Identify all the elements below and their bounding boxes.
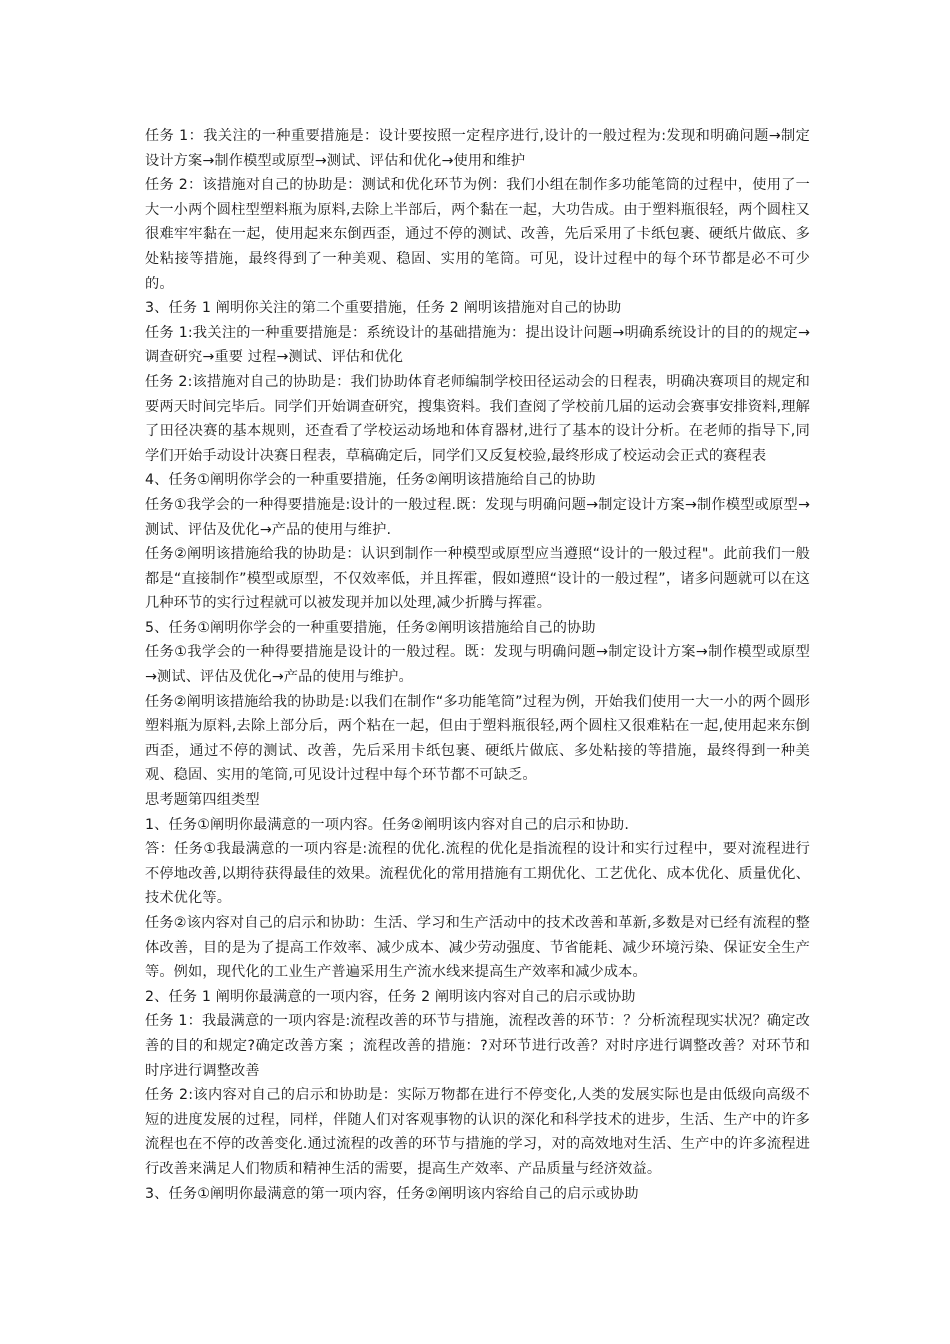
paragraph: 任务 1：我关注的一种重要措施是：设计要按照一定程序进行,设计的一般过程为:发现和明确问题→制定设计方案→制作模型或原型→测试、评估和优化→使用和维护 (145, 128, 810, 169)
paragraph: 任务 1：我最满意的一项内容是:流程改善的环节与措施，流程改善的环节：？分析流程现实状况？确定改善的目的和规定?确定改善方案 ；流程改善的措施：?对环节进行改善？对时序进行调整改善？对环节和时序进行调整改善 (145, 1013, 810, 1079)
paragraph: 答：任务①我最满意的一项内容是:流程的优化.流程的优化是指流程的设计和实行过程中，要对流程进行不停地改善,以期待获得最佳的效果。流程优化的常用措施有工期优化、工艺优化、成本优化、质量优化、技术优化等。 (145, 841, 810, 907)
paragraph: 任务②阐明该措施给我的协助是：认识到制作一种模型或原型应当遵照“设计的一般过程"。此前我们一般都是“直接制作”模型或原型，不仅效率低，并且挥霍，假如遵照“设计的一般过程”，诸多问题就可以在这几种环节的实行过程就可以被发现并加以处理,减少折腾与挥霍。 (145, 546, 810, 612)
paragraph: 任务①我学会的一种得要措施是设计的一般过程。既：发现与明确问题→制定设计方案→制作模型或原型→测试、评估及优化→产品的使用与维护。 (145, 644, 810, 686)
paragraph: 任务②阐明该措施给我的协助是:以我们在制作“多功能笔筒”过程为例，开始我们使用一大一小的两个圆形塑料瓶为原料,去除上部分后，两个粘在一起，但由于塑料瓶很轻,两个圆柱又很难粘在一起,使用起来东倒西歪，通过不停的测试、改善，先后采用卡纸包裹、硬纸片做底、多处粘接的等措施，最终得到一种美观、稳固、实用的笔筒,可见设计过程中每个环节都不可缺乏。 (145, 693, 810, 784)
section-heading: 2、任务 1 阐明你最满意的一项内容，任务 2 阐明该内容对自己的启示或协助 (145, 988, 636, 1005)
section-heading: 3、任务①阐明你最满意的第一项内容，任务②阐明该内容给自己的启示或协助 (145, 1185, 639, 1202)
paragraph: 任务 2:该内容对自己的启示和协助是：实际万物都在进行不停变化,人类的发展实际也是由低级向高级不短的进度发展的过程，同样，伴随人们对客观事物的认识的深化和科学技术的进步，生活、生产中的许多流程也在不停的改善变化.通过流程的改善的环节与措施的学习，对的高效地对生活、生产中的许多流程进行改善来满足人们物质和精神生活的需要，提高生产效率、产品质量与经济效益。 (145, 1087, 810, 1177)
paragraph: 任务 2：该措施对自己的协助是：测试和优化环节为例：我们小组在制作多功能笔筒的过程中，使用了一大一小两个圆柱型塑料瓶为原料,去除上半部后，两个黏在一起，大功告成。由于塑料瓶很轻，两个圆柱又很难牢牢黏在一起，使用起来东倒西歪，通过不停的测试、改善，先后采用了卡纸包裹、硬纸片做底、多处粘接等措施，最终得到了一种美观、稳固、实用的笔筒。可见，设计过程中的每个环节都是必不可少的。 (145, 177, 810, 292)
section-heading: 4、任务①阐明你学会的一种重要措施，任务②阐明该措施给自己的协助 (145, 472, 596, 489)
section-heading: 1、任务①阐明你最满意的一项内容。任务②阐明该内容对自己的启示和协助. (145, 816, 630, 833)
paragraph: 任务①我学会的一种得要措施是:设计的一般过程.既：发现与明确问题→制定设计方案→制作模型或原型→测试、评估及优化→产品的使用与维护. (145, 496, 810, 538)
paragraph: 任务②该内容对自己的启示和协助：生活、学习和生产活动中的技术改善和革新,多数是对已经有流程的整体改善，目的是为了提高工作效率、减少成本、减少劳动强度、节省能耗、减少环境污染、保证安全生产等。例如，现代化的工业生产普遍采用生产流水线来提高生产效率和减少成本。 (145, 915, 810, 981)
paragraph: 任务 1:我关注的一种重要措施是：系统设计的基础措施为：提出设计问题→明确系统设计的目的的规定→调查研究→重要 过程→测试、评估和优化 (145, 324, 810, 366)
paragraph: 任务 2:该措施对自己的协助是：我们协助体育老师编制学校田径运动会的日程表，明确决赛项目的规定和要两天时间完毕后。同学们开始调查研究，搜集资料。我们查阅了学校前几届的运动会赛事安排资料,理解了田径决赛的基本规则，还查看了学校运动场地和体育器材,进行了基本的设计分析。在老师的指导下,同学们开始手动设计决赛日程表，草稿确定后，同学们又反复校验,最终形成了校运动会正式的赛程表 (145, 373, 810, 464)
group-title: 思考题第四组类型 (145, 792, 260, 809)
section-heading: 5、任务①阐明你学会的一种重要措施，任务②阐明该措施给自己的协助 (145, 619, 596, 636)
section-heading: 3、任务 1 阐明你关注的第二个重要措施，任务 2 阐明该措施对自己的协助 (145, 300, 622, 317)
